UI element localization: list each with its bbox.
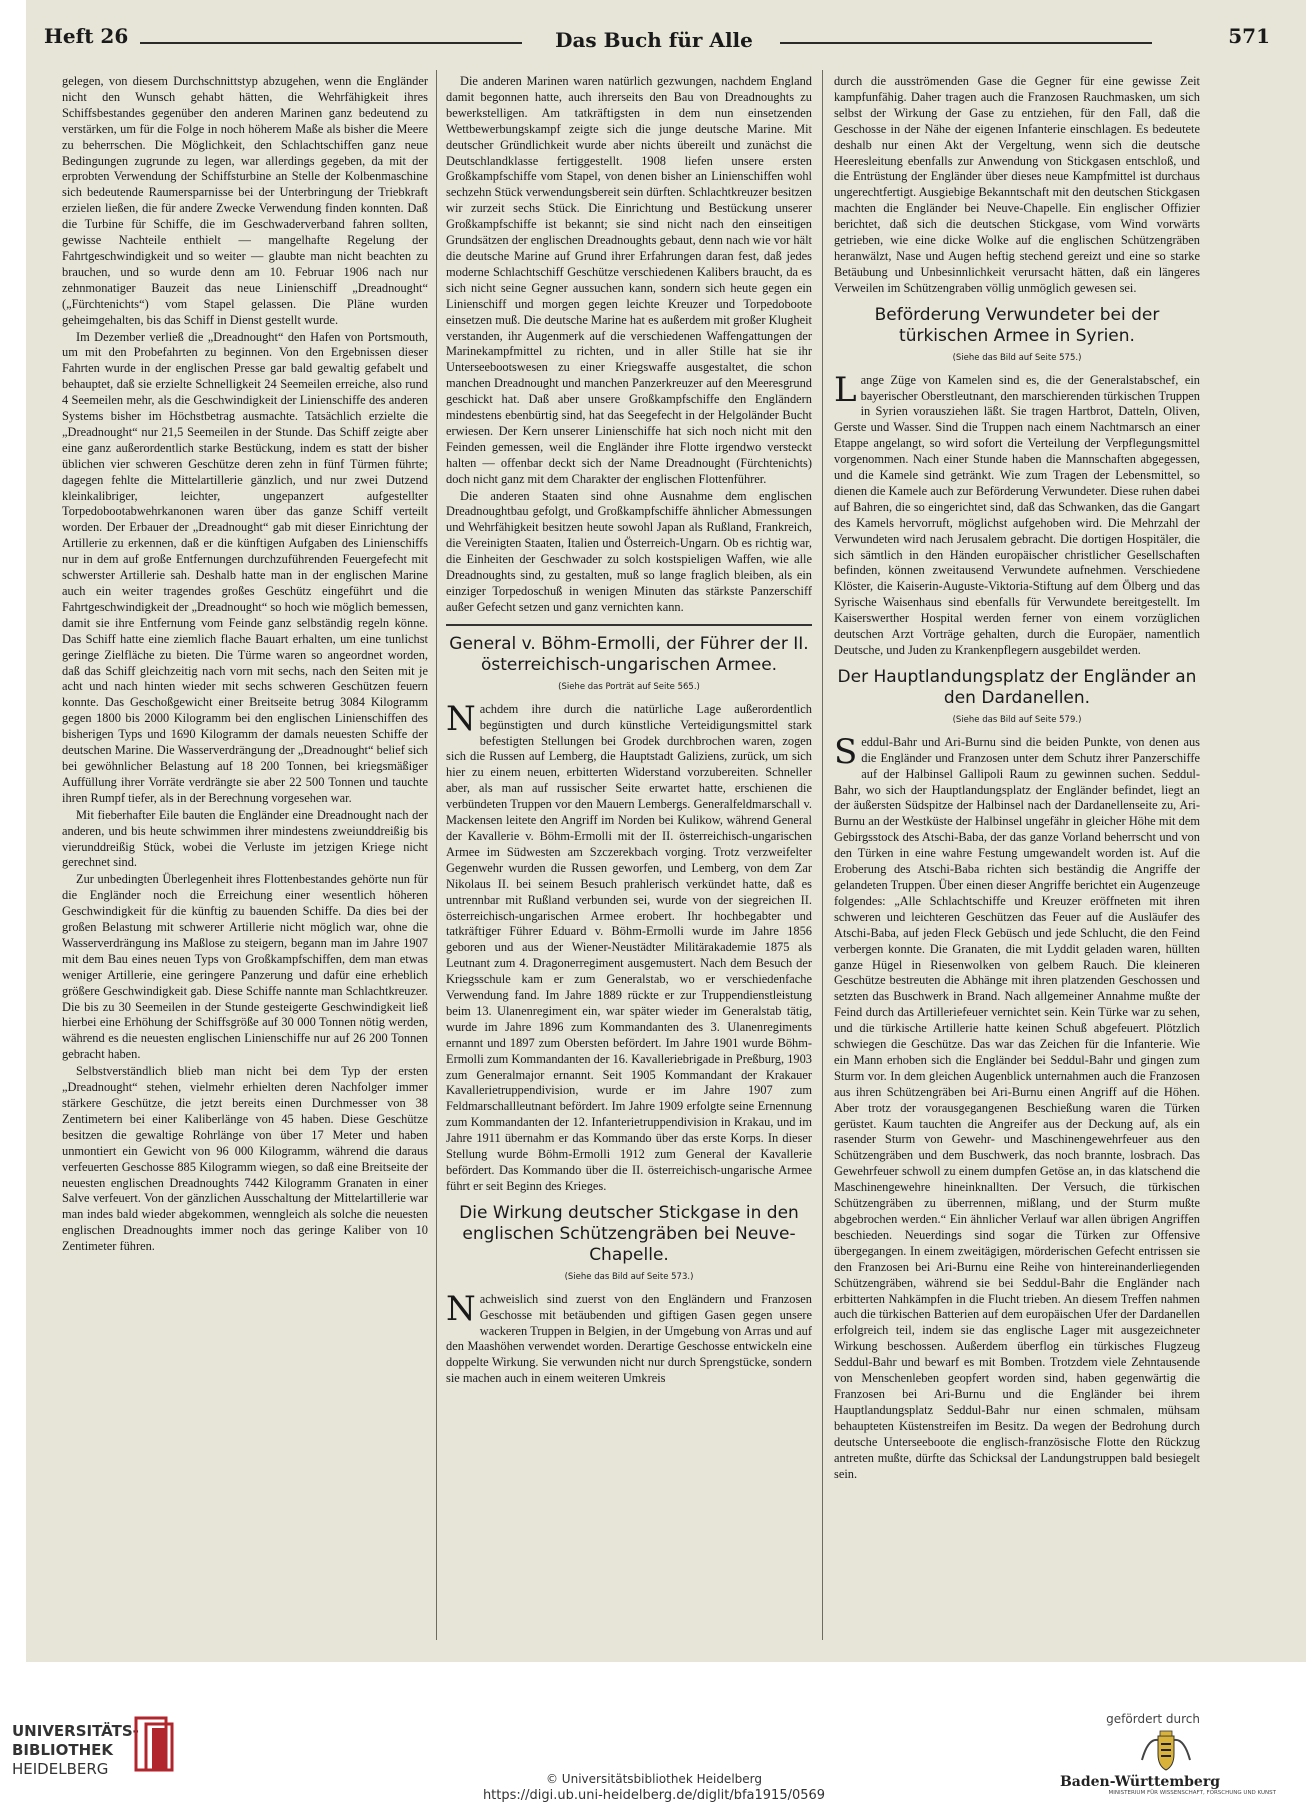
paragraph: Zur unbedingten Überlegenheit ihres Flottenbestandes gehörte nun für die Engländer noch die Erreichung einer wesentlich höheren Geschwindigkeit für die künftig zu bauenden Schiffe. Da dies bei der großen Belastung mit schwerer Artillerie nicht möglich war, ohne die Wasserverdrängung ins Maßlose zu steigern, begann man im Jahre 1907 mit dem Bau eines neuen Typs von Großkampfschiffen, dem man etwas weniger Artillerie, eine geringere Panzerung und dafür eine erheblich größere Geschwindigkeit gab. Diese Schiffe nannte man Schlachtkreuzer. Die bis zu 30 Seemeilen in der Stunde gesteigerte Geschwindigkeit ließ hierbei eine Erhöhung der Schiffsgröße auf 30 000 Tonnen nötig werden, während es die neuesten englischen Linienschiffe nur auf 26 200 Tonnen gebracht haben. [62, 872, 428, 1062]
column-2 [446, 74, 812, 1644]
article-body [834, 369, 1200, 659]
paragraph: durch die ausströmenden Gase die Gegner für eine gewisse Zeit kampfunfähig. Daher tragen auch die Franzosen Rauchmasken, um sich selbst der Wirkung der Gase zu entziehen, für den Fall, daß die Geschosse in der Nähe der eigenen Infanterie einschlagen. Es bedeutete deshalb nur einen Akt der Vergeltung, wenn sich die deutsche Heeresleitung ebenfalls zur Anwendung von Stickgasen entschloß, und die Entrüstung der Engländer über dieses neue Kampfmittel ist durchaus ungerechtfertigt. Ausgiebige Bekanntschaft mit den deutschen Stickgasen machten die Engländer bei Neuve-Chapelle. Ein englischer Offizier berichtet, daß sich die deutschen Stickgase, vom Wind vorwärts getrieben, wie eine dicke Wolke auf die englischen Schützengräben heranwälzt, Nase und Augen heftig stechend gereizt und eine so starke Betäubung und Unbesinnlichkeit verursacht hätten, daß ein längeres Verweilen im Schützengraben völlig unmöglich gewesen sei. [834, 74, 1200, 295]
issue-number: Heft 26 [44, 24, 129, 48]
funded-by-label: gefördert durch [1106, 1712, 1200, 1726]
article-reference: (Siehe das Bild auf Seite 579.) [952, 714, 1082, 725]
article-body [446, 1288, 812, 1387]
article-separator [446, 624, 812, 626]
article-text: ange Züge von Kamelen sind es, die der Generalstabschef, ein bayerischer Oberstleutnant, den marschierenden türkischen Truppen in Syrien vorausziehen läßt. Sie tragen Hartbrot, Datteln, Oliven, Gerste und Wasser. Sind die Truppen nach einem Nachtmarsch an einer Etappe angelangt, so wird sofort die Verteilung der Verpflegungsmittel vorgenommen. Nach einer Stunde haben die Mannschaften abgegessen, und die Kamele sind getränkt. Wie zum Tragen der Lebensmittel, so dienen die Kamele auch zur Beförderung Verwundeter. Diese ruhen dabei auf Bahren, die so eingerichtet sind, daß das Schwanken, das die Gangart des Kamels hervorruft, möglichst aufgehoben wird. Die Mehrzahl der Verwundeten wird nach Jerusalem gebracht. Die dortigen Hospitäler, die sich sämtlich in den Händen europäischer christlicher Gesellschaften befinden, können zweitausend Verwundete aufnehmen. Verschiedene Klöster, die Kaiserin-Auguste-Viktoria-Stiftung auf dem Ölberg und das Syrische Waisenhaus sind ebenfalls für Verwundete bereitgestellt. Im Kaiserswerther Hospital werden ferner von einem vorzüglichen deutschen Arzt Vorträge gehalten, durch die Europäer, namentlich Deutsche, und Juden zu Krankenpflegern ausgebildet werden. [834, 372, 1200, 657]
library-name [12, 1722, 139, 1779]
column-1 [62, 74, 428, 1644]
column-3 [834, 74, 1200, 1644]
article-title: Beförderung Verwundeter bei der türkischen Armee in Syrien. [874, 304, 1160, 346]
article-reference: (Siehe das Bild auf Seite 573.) [564, 1271, 694, 1282]
header-rule-right [780, 42, 1152, 44]
library-logo-icon [132, 1714, 176, 1774]
page-number: 571 [1228, 24, 1270, 48]
column-divider [822, 70, 823, 1640]
paragraph: Die anderen Staaten sind ohne Ausnahme dem englischen Dreadnoughtbau gefolgt, und Großkampfschiffe ähnlicher Abmessungen und Wehrfähigkeit besitzen heute sowohl Japan als Rußland, Frankreich, die Vereinigten Staaten, Italien und Österreich-Ungarn. Ob es richtig war, die Einheiten der Geschwader zu solch kostspieligen Waffen, wie alle Dreadnoughts sind, zu gestalten, muß so lange fraglich bleiben, als ein einziger Torpedoschuß in wenigen Minuten das stärkste Panzerschiff außer Gefecht setzen und ganz vernichten kann. [446, 488, 812, 614]
permalink-url[interactable]: https://digi.ub.uni-heidelberg.de/diglit/bfa1915/0569 [482, 1788, 826, 1803]
library-name-line: HEIDELBERG [12, 1760, 109, 1778]
viewer-footer [0, 1662, 1308, 1803]
state-name: Baden-Württemberg [1059, 1774, 1220, 1790]
paragraph: Selbstverständlich blieb man nicht bei dem Typ der ersten „Dreadnought“ stehen, vielmehr erhielten deren Nachfolger immer stärkere Geschütze, die jetzt bereits einen Durchmesser von 38 Zentimetern bei einer Kaliberlänge von 45 haben. Diese Geschütze besitzen die gewaltige Rohrlänge von über 17 Meter und haben unmontiert ein Gewicht von 96 000 Kilogramm, während die daraus verfeuerten Geschosse 885 Kilogramm wiegen, so daß eine Breitseite der neuesten englischen Dreadnoughts 7442 Kilogramm Granaten in einer Salve verfeuert. Von der gänzlichen Ausschaltung der Mittelartillerie war man indes bald wieder abgekommen, wenngleich als solche die neuesten englischen Dreadnoughts immer noch das geringe Kaliber von 10 Zentimeter führen. [62, 1064, 428, 1254]
drop-cap: L [834, 369, 857, 410]
magazine-title: Das Buch für Alle [555, 28, 753, 52]
paragraph: Mit fieberhafter Eile bauten die Engländer eine Dreadnought nach der anderen, und bis heute schwimmen ihrer mindestens zweiunddreißig bis vierunddreißig Stück, wobei die Verluste im jetzigen Kriege nicht gerechnet sind. [62, 807, 428, 870]
copyright-notice: © Universitätsbibliothek Heidelberg [545, 1772, 762, 1786]
drop-cap: N [446, 698, 476, 739]
coat-of-arms-icon [1136, 1730, 1196, 1774]
drop-cap: S [834, 731, 858, 772]
article-body [446, 698, 812, 1195]
column-divider [436, 70, 437, 1640]
article-title: Die Wirkung deutscher Stickgase in den englischen Schützengräben bei Neuve-Chapelle. [459, 1202, 799, 1265]
drop-cap: N [446, 1288, 476, 1329]
article-text: achdem ihre durch die natürliche Lage außerordentlich begünstigten und durch künstliche Verteidigungsmittel stark befestigten Stellungen bei Grodek durchbrochen waren, zogen sich die Russen auf Lemberg, die Hauptstadt Galiziens, zurück, um sich hier zu einem neuen, erbitterten Widerstand vorzubereiten. Schneller aber, als man auf russischer Seite erwartet hatte, erschienen die verbündeten Truppen vor den Mauern Lembergs. Generalfeldmarschall v. Mackensen leitete den Angriff im Norden bei Kulikow, während General der Kavallerie v. Böhm-Ermolli mit der II. österreichisch-ungarischen Armee im Südwesten am Szczerekbach vorging. Trotz verzweifelter Gegenwehr wurden die Russen geworfen, und Lemberg, von dem Zar Nikolaus II. bei seinem Besuch prahlerisch verkündet hatte, daß es untrennbar mit Rußland verbunden sei, wurde von der siegreichen II. österreichisch-ungarischen Armee erobert. Ihr hochbegabter und tatkräftiger Führer Eduard v. Böhm-Ermolli wurde im Jahre 1856 geboren und aus der Wiener-Neustädter Militärakademie 1875 als Leutnant zum 4. Dragonerregiment ausgemustert. Nach dem Besuch der Kriegsschule kam er zum Generalstab, wo er verschiedenfache Verwendung fand. Im Jahre 1889 rückte er zur Truppendienstleistung beim 13. Ulanenregiment ein, war später wieder im Generalstab tätig, wurde im Jahre 1896 zum Kommandanten des 3. Ulanenregiments ernannt und 1897 zum Obersten befördert. Im Jahre 1901 wurde Böhm-Ermolli zum Kommandanten der 16. Kavalleriebrigade in Preßburg, 1903 zum Generalmajor ernannt. Seit 1905 Kommandant der Krakauer Kavallerietruppendivision, wurde er im Jahre 1907 zum Feldmarschallleutnant befördert. Im Jahre 1909 erfolgte seine Ernennung zum Kommandanten der 12. Infanterietruppendivision in Krakau, und im Jahre 1911 übernahm er das Kommando über das erste Korps. In dieser Stellung wurde Böhm-Ermolli 1912 zum General der Kavallerie befördert. Das Kommando über die II. österreichisch-ungarische Armee führt er seit Beginn des Krieges. [446, 701, 812, 1193]
article-reference: (Siehe das Bild auf Seite 575.) [952, 352, 1082, 363]
paragraph: Die anderen Marinen waren natürlich gezwungen, nachdem England damit begonnen hatte, auch ihrerseits den Bau von Dreadnoughts zu bewerkstelligen. Am tatkräftigsten in dem nun einsetzenden Wettbewerbungskampf zeigte sich die junge deutsche Marine. Mit deutscher Gründlichkeit wurde aber nichts übereilt und zunächst die Deutschlandklasse fertiggestellt. 1908 liefen unsere ersten Großkampfschiffe vom Stapel, von denen bisher an Linienschiffen wohl sechzehn Stück verwendungsbereit sein dürften. Schlachtkreuzer besitzen wir zurzeit sechs Stück. Die Einrichtung und Bestückung unserer Großkampfschiffe ist bekannt; sie sind nicht nach den einseitigen Grundsätzen der englischen Dreadnoughts gebaut, denn nach wie vor hält die deutsche Marine auf Grund ihrer Erfahrungen daran fest, daß jedes moderne Schlachtschiff Geschütze verschiedenen Kalibers braucht, da es sich nicht seine Gegner aussuchen kann, sondern sich heute gegen ein Linienschiff und morgen gegen leichte Kreuzer und Torpedoboote einsetzen muß. Die deutsche Marine hat es außerdem mit großer Klugheit verstanden, ihr Augenmerk auf die verschiedenen Waffengattungen der Marinekampfmittel zu richten, und in aller Stille hat sie ihr Unterseebootswesen zu einer Kriegswaffe ausgestaltet, die schon manchen Dreadnought und manchen Panzerkreuzer auf den Meeresgrund geschickt hat. Daß aber unsere Großkampfschiffe den Engländern mindestens ebenbürtig sind, hat das Seegefecht in der Helgoländer Bucht erwiesen. Der Kern unserer Linienschiffe hat sich noch nicht mit den Feinden gemessen, weil die Engländer ihre Flotte irgendwo versteckt halten — offenbar deckt sich der Name Dreadnought (Fürchtenichts) doch nicht ganz mit dem Charakter der englischen Flottenführer. [446, 74, 812, 486]
article-title: General v. Böhm-Ermolli, der Führer der II. österreichisch-ungarischen Armee. [449, 633, 809, 675]
library-name-line: UNIVERSITÄTS- [12, 1722, 139, 1740]
paragraph: gelegen, von diesem Durchschnittstyp abzugehen, wenn die Engländer nicht den Wunsch gehabt hätten, die Wehrfähigkeit ihres Schiffsbestandes gegenüber den anderen Marinen ganz bedeutend zu verstärken, um für die Folge in noch höherem Maße als bisher die Meere zu beherrschen. Die Möglichkeit, den Schlachtschiffen ganz neue Bedingungen zugrunde zu legen, war allerdings gegeben, da mit der erprobten Verwendung der Schiffsturbine an Stelle der Kolbenmaschine sich bedeutende Raumersparnisse bei der Unterbringung der Triebkraft erzielen ließen, die für andere Zwecke Verwendung finden konnten. Daß die Turbine für Schiffe, die im Geschwaderverband fahren sollten, gewisse Nachteile enthielt — mangelhafte Regelung der Fahrtgeschwindigkeit und so weiter — glaubte man nicht beachten zu brauchen, und so wurde denn am 10. Februar 1906 nach nur zehnmonatiger Bauzeit das neue Linienschiff „Dreadnought“ („Fürchtenichts“) vom Stapel gelassen. Die Pläne wurden geheimgehalten, bis das Schiff in Dienst gestellt wurde. [62, 74, 428, 327]
article-text: achweislich sind zuerst von den Engländern und Franzosen Geschosse mit betäubenden und giftigen Gasen gegen unsere wackeren Truppen in Belgien, in der Umgebung von Arras und auf den Maashöhen verwendet worden. Derartige Geschosse entwickeln eine doppelte Wirkung. Sie verwunden nicht nur durch Sprengstücke, sondern sie machen auch in einem weiteren Umkreis [446, 1291, 812, 1386]
library-name-line: BIBLIOTHEK [12, 1741, 113, 1759]
article-title: Der Hauptlandungsplatz der Engländer an den Dardanellen. [837, 666, 1197, 708]
article-reference: (Siehe das Porträt auf Seite 565.) [558, 681, 700, 692]
ministry-name: MINISTERIUM FÜR WISSENSCHAFT, FORSCHUNG UND KUNST [1108, 1790, 1276, 1796]
paragraph: Im Dezember verließ die „Dreadnought“ den Hafen von Portsmouth, um mit den Probefahrten zu beginnen. Von den Ergebnissen dieser Fahrten wurde in der englischen Presse gar bald gewaltig gefabelt und behauptet, daß sie erzielte Schnelligkeit 24 Seemeilen erreiche, also rund 4 Seemeilen mehr, als die Geschwindigkeit der Linienschiffe des anderen Systems bisher im Höchstbetrag ausmachte. Tatsächlich erzielte die „Dreadnought“ nur 21,5 Seemeilen in der Stunde. Das Schiff zeigte aber eine ganz außerordentlich starke Bestückung, indem es statt der bisher üblichen vier schweren Geschütze deren zehn in fünf Türmen führte; dagegen fehlte die Mittelartillerie gänzlich, und nur zwei Dutzend kleinkalibriger, leichter, ungepanzert aufgestellter Torpedobootabwehrkanonen waren über das ganze Schiff verteilt worden. Der Erbauer der „Dreadnought“ gab mit dieser Einrichtung der Artillerie zu erkennen, daß er die künftigen Aufgaben des Linienschiffs nur in dem auf große Entfernungen durchzuführenden Feuergefecht mit schwerster Artillerie sah. Deshalb hatte man in der englischen Marine auch ein weiter tragendes großes Geschütz eingeführt und die Fahrtgeschwindigkeit der „Dreadnought“ so hoch wie möglich bemessen, damit sie ihre Entfernung vom Feinde ganz selbständig regeln könne. Das Schiff hatte eine ziemlich flache Bauart erhalten, um eine tunlichst geringe Zielfläche zu bieten. Die Türme waren so angeordnet worden, daß das Schiff gleichzeitig nach vorn mit sechs, nach den Seiten mit je acht und nach hinten wieder mit sechs schweren Geschützen feuern konnte. Das Geschoßgewicht einer Breitseite betrug 3084 Kilogramm gegen 1800 bis 2000 Kilogramm bei den englischen Linienschiffen des bisherigen Typs und 1690 Kilogramm der damals neuesten Schiffe der deutschen Marine. Die Wasserverdrängung der „Dreadnought“ belief sich bei gewöhnlicher Belastung auf 18 200 Tonnen, bei kriegsmäßiger Auffüllung ihrer Vorräte verdrängte sie aber 22 500 Tonnen und tauchte ihren Rumpf tiefer, als in der Berechnung vorgesehen war. [62, 329, 428, 805]
article-text: eddul-Bahr und Ari-Burnu sind die beiden Punkte, von denen aus die Engländer und Franzosen unter dem Schutz ihrer Panzerschiffe auf der Halbinsel Gallipoli Raum zu gewinnen suchen. Seddul-Bahr, wo sich der Hauptlandungsplatz der Engländer befindet, liegt an der äußersten Südspitze der Halbinsel nach der Dardanellenseite zu, Ari-Burnu an der Westküste der Halbinsel ungefähr in gleicher Höhe mit dem Gebirgsstock des Atschi-Baba, der das ganze Vorland beherrscht und von den Türken in eine wahre Festung umgewandelt worden ist. Auf die Eroberung des Atschi-Baba richten sich beständig die Angriffe der gelandeten Truppen. Über einen dieser Angriffe berichtet ein Augenzeuge folgendes: „Alle Schlachtschiffe und Kreuzer eröffneten mit ihren schweren und leichteren Geschützen das Feuer auf die Ausläufer des Atschi-Baba, auf jeden Fleck Gebüsch und jede Schlucht, die den Feind verbergen konnte. Die Granaten, die mit Lyddit geladen waren, hüllten ganze Hügel in Riesenwolken von gelbem Rauch. Die kleineren Geschütze bestreuten die Abhänge mit ihren platzenden Geschossen und setzten das Buschwerk in Brand. Nach allgemeiner Annahme mußte der Feind durch das Artilleriefeuer vernichtet sein. Kein Türke war zu sehen, und die türkische Artillerie hatte keinen Schuß abgefeuert. Plötzlich schwiegen die Geschütze. Das war das Zeichen für die Infanterie. Wie ein Mann erhoben sich die Engländer bei Seddul-Bahr und gingen zum Sturm vor. In dem gleichen Augenblick unternahmen auch die Franzosen aus ihren Schützengräben bei Ari-Burnu einen Angriff auf die Höhen. Aber trotz der vorausgegangenen Beschießung waren die Türken gerüstet. Kaum tauchten die Angreifer aus der Deckung auf, als ein rasender Sturm von Gewehr- und Maschinengewehrfeuer aus den Schützengräben und dem Buschwerk, das noch brannte, losbrach. Das Gewehrfeuer schwoll zu einem dumpfen Getöse an, in das klatschend die Maschinengewehre hineinknallten. Der Versuch, die türkischen Schützengräben zu überrennen, mißlang, und der Sturm mußte abgebrochen werden.“ Ein ähnlicher Verlauf war allen übrigen Angriffen beschieden. Neuerdings sind sogar die Türken zur Offensive übergegangen. In einem zweitägigen, mörderischen Gefecht entrissen sie den Franzosen bei Ari-Burnu eine Reihe von hintereinanderliegenden Schützengräben, während sie bei Seddul-Bahr die Engländer nach erbitterten Nahkämpfen in die Flucht trieben. An diesem Treffen nahmen auch die türkischen Batterien auf dem europäischen Ufer der Dardanellen erfolgreich teil, indem sie das englische Lager mit ausgezeichneter Wirkung beschossen. Außerdem überflog ein türkisches Flugzeug Seddul-Bahr und bewarf es mit Bomben. Trotzdem viele Zehntausende von Menschenleben geopfert worden sind, haben gegenwärtig die Franzosen bei Ari-Burnu und die Engländer bei ihrem Hauptlandungsplatz Seddul-Bahr nur einen schmalen, mühsam behaupteten Küstenstreifen im Besitz. Da wegen der Bedrohung durch deutsche Unterseeboote die englisch-französische Flotte den Rückzug antreten mußte, dürfte das Schicksal der Landungstruppen bald besiegelt sein. [834, 734, 1200, 1481]
article-body [834, 731, 1200, 1483]
